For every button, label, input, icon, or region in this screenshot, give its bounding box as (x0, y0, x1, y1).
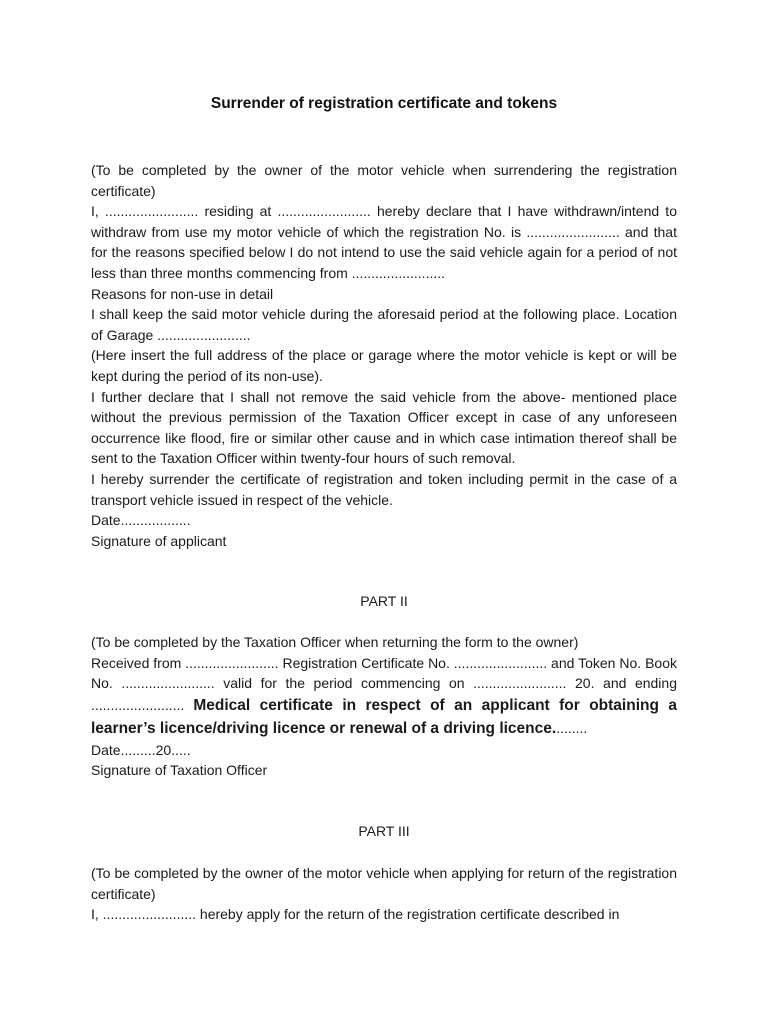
address-instruction: (Here insert the full address of the place or garage where the motor vehicle is kept or will be kept during the period of its non-use). (91, 347, 677, 384)
part2-date: Date.........20..... (91, 741, 191, 758)
surrender-paragraph: I hereby surrender the certificate of registration and token including permit in the case of a transport vehicle issued in respect of the vehicle. (91, 470, 677, 508)
part2-heading: PART II (360, 593, 408, 609)
received-text: Received from ........................ Registration Certificate No. ........................ and Token No. Book No. ........................ valid for the period commencing on ........................ 20. and ending ........................ (91, 654, 677, 713)
part1-section (91, 160, 677, 551)
part2-received-paragraph (91, 653, 677, 740)
trailing-dots: ........ (556, 719, 588, 736)
date-line: Date.................. (91, 512, 191, 529)
part3-heading: PART III (358, 823, 410, 839)
part2-section (91, 632, 677, 781)
medical-certificate-heading: Medical certificate in respect of an applicant for obtaining a learner’s licence/driving licence or renewal of a driving licence. (91, 696, 677, 737)
part3-apply-paragraph: I, ........................ hereby apply for the return of the registration certificate described in (91, 906, 620, 923)
document-title: Surrender of registration certificate and tokens (210, 95, 558, 112)
part2-intro: (To be completed by the Taxation Officer when returning the form to the owner) (91, 634, 579, 650)
further-declaration-paragraph: I further declare that I shall not remove the said vehicle from the above- mentioned place without the previous permission of the Taxation Officer except in case of any unforeseen occurrence like flood, fire or similar other cause and in which case intimation thereof shall be sent to the Taxation Officer within twenty-four hours of such removal. (91, 388, 677, 467)
declaration-paragraph: I, ........................ residing at ........................ hereby declare that I have withdrawn/intend to withdraw from use my motor vehicle of which the registration No. is ........................ and that for the reasons specified below I do not intend to use the said vehicle again for a period of not less than three months commencing from ........................ (91, 203, 677, 281)
garage-location-paragraph: I shall keep the said motor vehicle during the aforesaid period at the following place. Location of Garage ........................ (91, 306, 677, 343)
reasons-label: Reasons for non-use in detail (91, 285, 274, 302)
part1-intro: (To be completed by the owner of the motor vehicle when surrendering the registration certificate) (91, 162, 677, 199)
applicant-signature: Signature of applicant (91, 532, 227, 549)
part3-intro: (To be completed by the owner of the motor vehicle when applying for return of the registration certificate) (91, 865, 677, 902)
part3-section (91, 863, 677, 925)
taxation-officer-signature: Signature of Taxation Officer (91, 762, 268, 779)
